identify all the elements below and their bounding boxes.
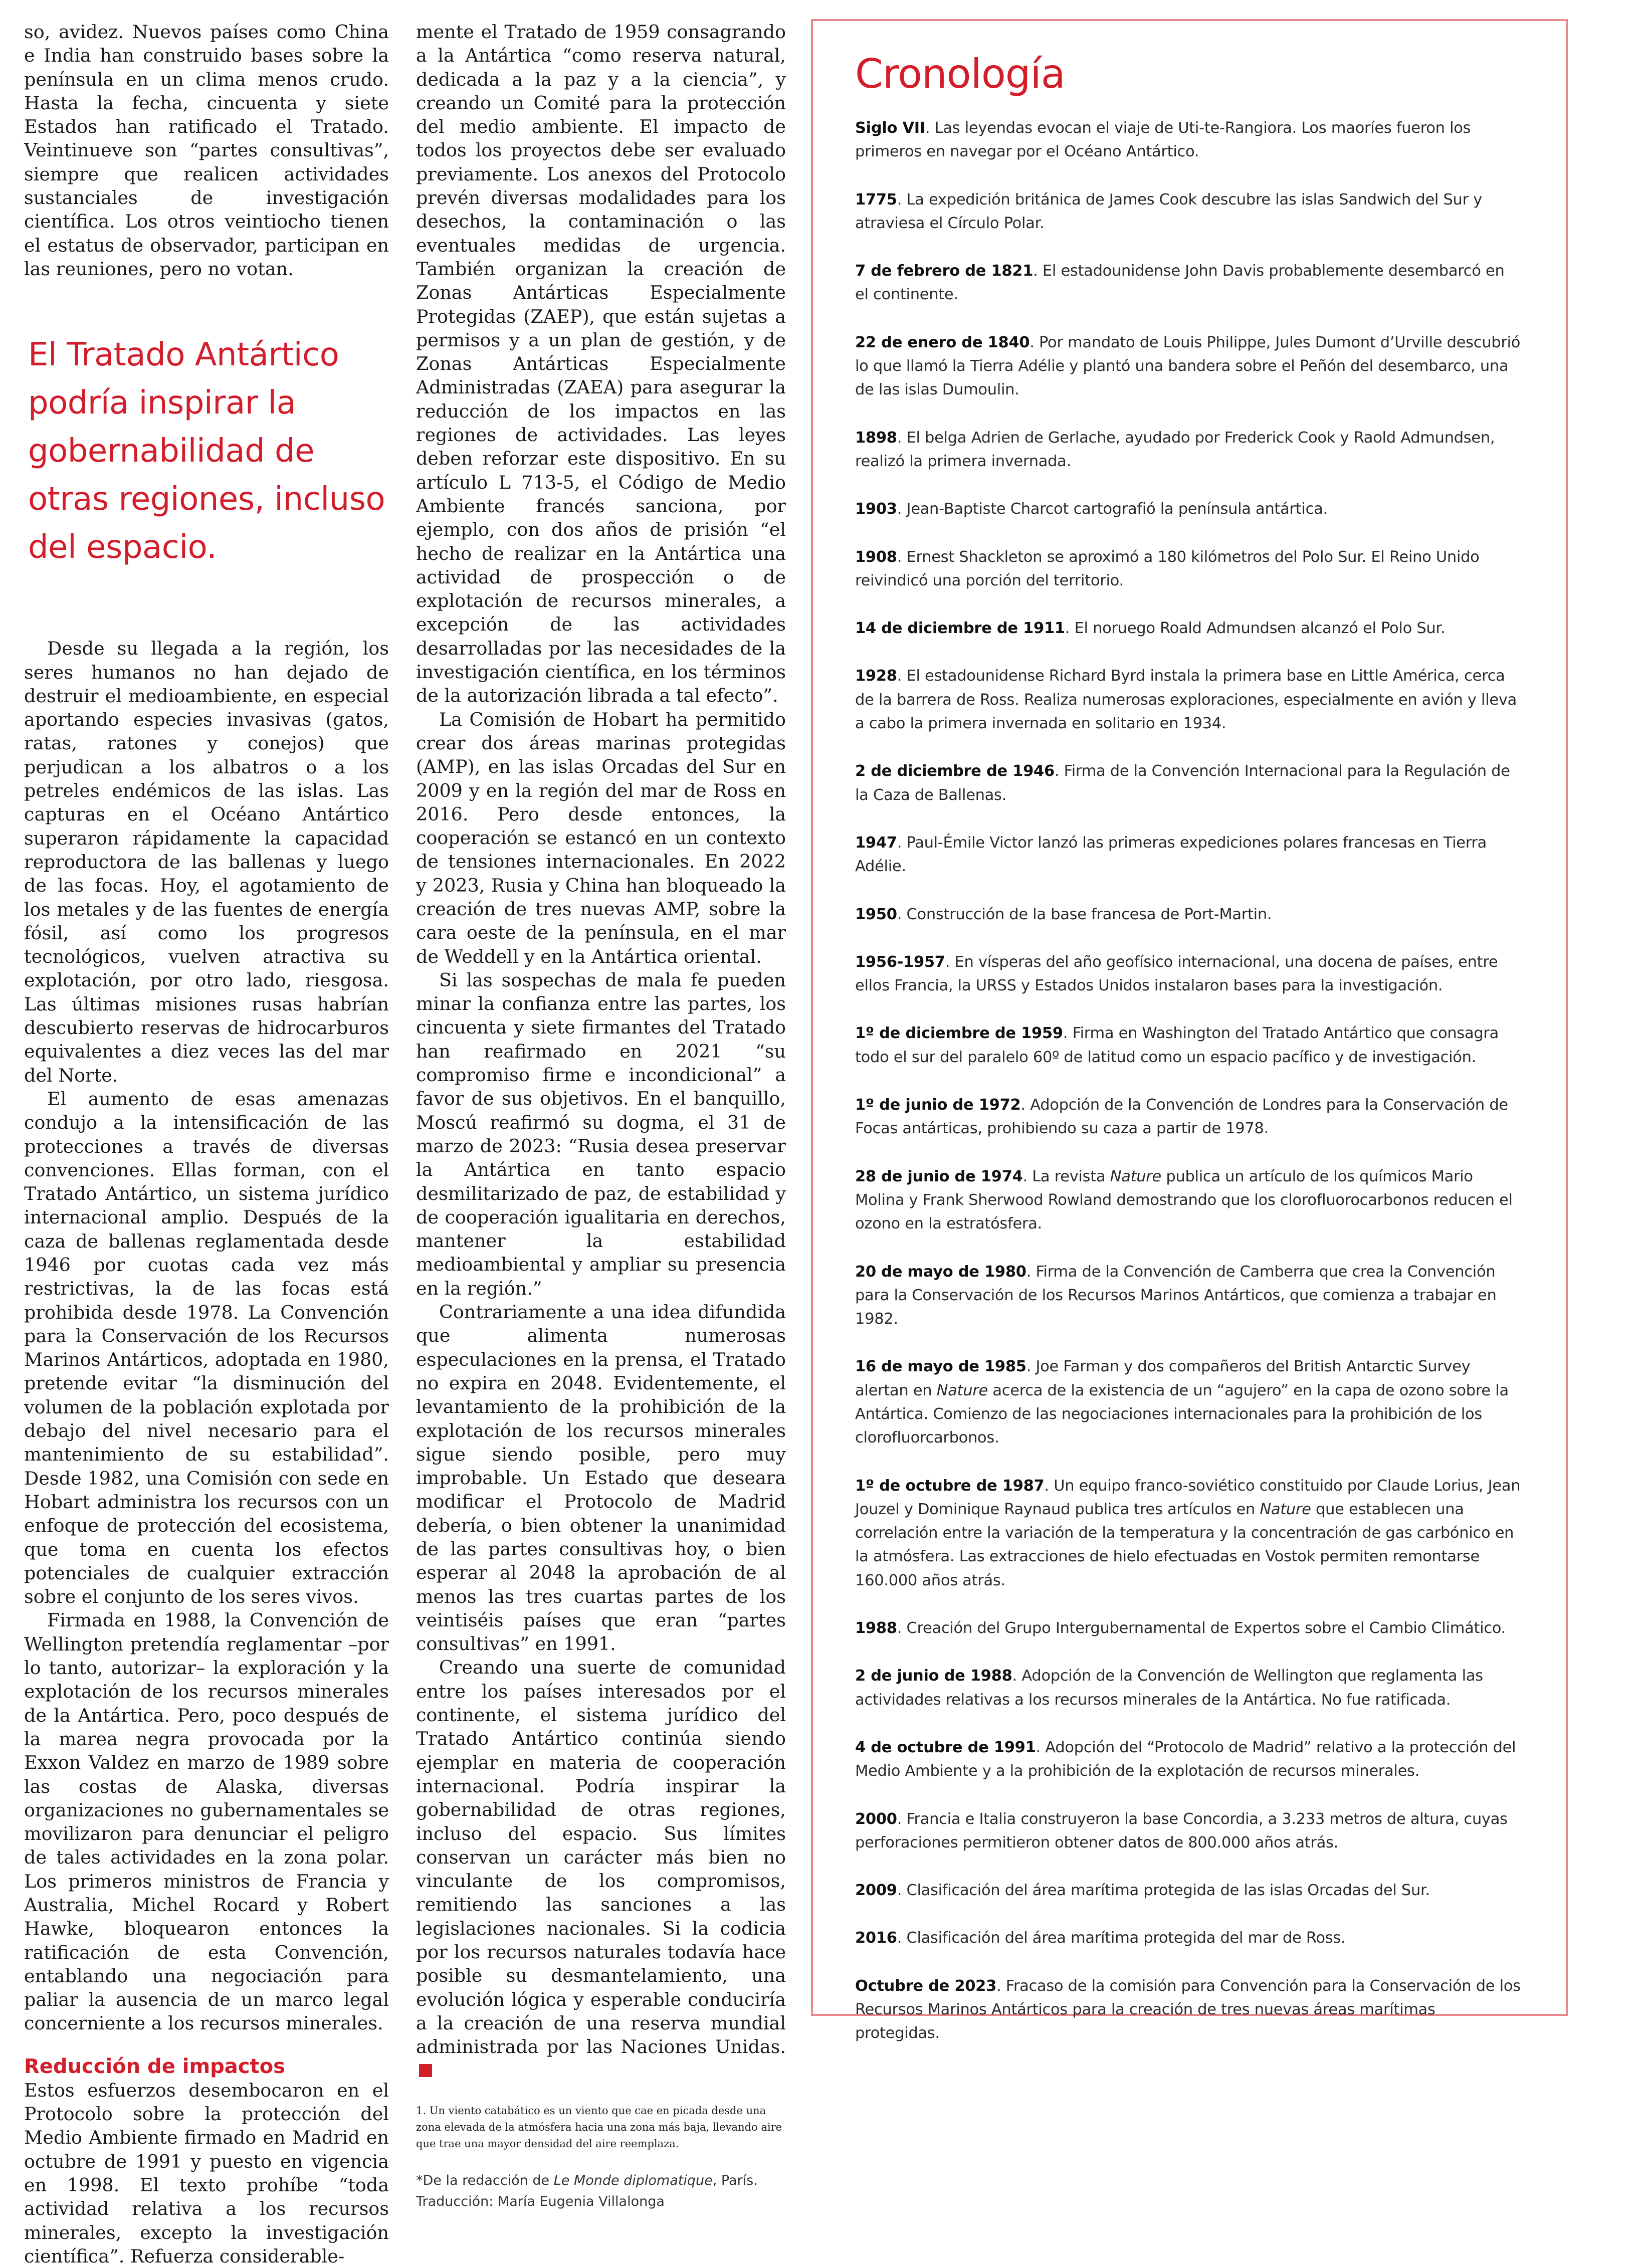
chronology-entry xyxy=(855,497,1521,521)
entry-date: 1950 xyxy=(855,905,897,923)
author-credit xyxy=(416,2170,786,2212)
chronology-entry xyxy=(855,1474,1521,1592)
entry-text: . Ernest Shackleton se aproximó a 180 kilómetros del Polo Sur. El Reino Unido reivindicó una porción del territorio. xyxy=(855,548,1480,589)
entry-italic: Nature xyxy=(1110,1167,1162,1185)
entry-text: . El belga Adrien de Gerlache, ayudado por Frederick Cook y Raold Admundsen, realizó la primera invernada. xyxy=(855,429,1495,470)
footnote: 1. Un viento catabático es un viento que cae en picada desde una zona elevada de la atmósfera hacia una zona más baja, llevando aire que trae una mayor densidad del aire reemplaza. xyxy=(416,2104,782,2150)
entry-text: . El estadounidense John Davis probablemente desembarcó en el continente. xyxy=(855,262,1505,304)
entry-date: 1956-1957 xyxy=(855,953,945,971)
entry-date: 1º de diciembre de 1959 xyxy=(855,1024,1063,1043)
chronology-entry xyxy=(855,331,1521,402)
article-column-2 xyxy=(416,20,786,2212)
entry-date: 2009 xyxy=(855,1882,897,1900)
chronology-entry xyxy=(855,831,1521,879)
paragraph: Si las sospechas de mala fe pueden minar la confianza entre las partes, los cincuenta y siete firmantes del Tratado han reafirmado en 2021 “su compromiso firme e incondicional” a favor de sus objetivos. En el banquillo, Moscú reafirmó su dogma, el 31 de marzo de 2023: “Rusia desea preservar la Antártica en tanto espacio desmilitarizado de paz, de estabilidad y de cooperación igualitaria en derechos, mantener la estabilidad medioambiental y ampliar su presencia en la región.” xyxy=(416,969,786,1299)
entry-date: 1908 xyxy=(855,548,897,566)
entry-text: . Por mandato de Louis Philippe, Jules Dumont d’Urville descubrió lo que llamó la Tierra Adélie y plantó una bandera sobre el Peñón del desembarco, una de las islas Dumoulin. xyxy=(855,333,1521,399)
entry-date: 16 de mayo de 1985 xyxy=(855,1358,1026,1376)
entry-text: . Construcción de la base francesa de Port-Martin. xyxy=(897,905,1272,923)
entry-date: 20 de mayo de 1980 xyxy=(855,1263,1026,1281)
chronology-entry xyxy=(855,1807,1521,1855)
entry-date: 7 de febrero de 1821 xyxy=(855,262,1034,280)
chronology-entry xyxy=(855,664,1521,735)
entry-date: 1928 xyxy=(855,667,897,685)
entry-date: 2 de junio de 1988 xyxy=(855,1667,1012,1685)
entry-date: 1898 xyxy=(855,429,897,447)
entry-text: . Creación del Grupo Intergubernamental de Expertos sobre el Cambio Climático. xyxy=(897,1619,1506,1637)
entry-text: . Adopción de la Convención de Londres para la Conservación de Focas antárticas, prohibiendo su caza a partir de 1978. xyxy=(855,1096,1508,1138)
paragraph-final xyxy=(416,1656,786,2082)
entry-date: Octubre de 2023 xyxy=(855,1977,997,1995)
entry-text: . La revista xyxy=(1022,1167,1110,1185)
entry-text: . El estadounidense Richard Byrd instala la primera base en Little América, cerca de la barrera de Ross. Realiza numerosas exploraciones, especialmente en avión y lleva a cabo la primera invernada en solitario en 1934. xyxy=(855,667,1517,733)
entry-date: 1947 xyxy=(855,834,897,852)
entry-text: . El noruego Roald Admundsen alcanzó el Polo Sur. xyxy=(1065,620,1446,638)
entry-text: . Fracaso de la comisión para Convención para la Conservación de los Recursos Marinos Antárticos para la creación de tres nuevas áreas marítimas protegidas. xyxy=(855,1977,1521,2042)
chronology-list xyxy=(855,116,1521,2045)
entry-date: 1º de octubre de 1987 xyxy=(855,1477,1045,1495)
paragraph: Estos esfuerzos desembocaron en el Protocolo sobre la protección del Medio Ambiente firmado en Madrid en octubre de 1991 y puesto en vigencia en 1998. El texto prohíbe “toda actividad relativa a los recursos minerales, excepto la investigación científica”. Refuerza considerable- xyxy=(24,2079,389,2267)
chronology-entry xyxy=(855,759,1521,807)
chronology-entry xyxy=(855,545,1521,593)
entry-date: 1775 xyxy=(855,190,897,209)
entry-date: 14 de diciembre de 1911 xyxy=(855,620,1065,638)
chronology-title: Cronología xyxy=(855,51,1065,97)
entry-date: 2 de diciembre de 1946 xyxy=(855,762,1055,780)
entry-text: . Francia e Italia construyeron la base Concordia, a 3.233 metros de altura, cuyas perforaciones permitieron obtener datos de 800.000 años atrás. xyxy=(855,1810,1508,1851)
entry-date: 22 de enero de 1840 xyxy=(855,333,1030,351)
chronology-entry xyxy=(855,903,1521,926)
credit-translation: Traducción: María Eugenia Villalonga xyxy=(416,2193,665,2209)
entry-text: . Clasificación del área marítima protegida de las islas Orcadas del Sur. xyxy=(897,1882,1430,1900)
entry-text: . Jean-Baptiste Charcot cartografió la península antártica. xyxy=(897,500,1328,518)
chronology-entry xyxy=(855,426,1521,474)
chronology-entry xyxy=(855,1260,1521,1331)
entry-text: . En vísperas del año geofísico internacional, una docena de países, entre ellos Francia, la URSS y Estados Unidos instalaron bases para la investigación. xyxy=(855,953,1498,995)
entry-italic: Nature xyxy=(936,1381,988,1399)
entry-text: . Las leyendas evocan el viaje de Uti-te-Rangiora. Los maoríes fueron los primeros en navegar por el Océano Antártico. xyxy=(855,119,1471,161)
chronology-entry xyxy=(855,1879,1521,1902)
paragraph: so, avidez. Nuevos países como China e India han construido bases sobre la península en un clima menos crudo. Hasta la fecha, cincuenta y siete Estados han ratificado el Tratado. Veintinueve son “partes consultivas”, siempre que realicen actividades sustanciales de investigación científica. Los otros veintiocho tienen el estatus de observador, participan en las reuniones, pero no votan. xyxy=(24,21,389,280)
entry-text-continued: que establecen una correlación entre la variación de la temperatura y la concentración de gas carbónico en la atmósfera. Las extracciones de hielo efectuadas en Vostok permiten remontarse 160.000 años atrás. xyxy=(855,1500,1514,1589)
chronology-entry xyxy=(855,616,1521,640)
chronology-entry xyxy=(855,1616,1521,1640)
entry-text: . Joe Farman y dos compañeros del British Antarctic Survey alertan en xyxy=(855,1358,1471,1399)
end-mark-icon xyxy=(419,2064,432,2077)
entry-text: . Adopción del “Protocolo de Madrid” relativo a la protección del Medio Ambiente y a la prohibición de la explotación de recursos minerales. xyxy=(855,1738,1516,1780)
paragraph: Firmada en 1988, la Convención de Wellington pretendía reglamentar –por lo tanto, autorizar– la exploración y la explotación de los recursos minerales de la Antártica. Pero, poco después de la marea negra provocada por la Exxon Valdez en marzo de 1989 sobre las costas de Alaska, diversas organizaciones no gubernamentales se movilizaron para denunciar el peligro de tales actividades en la zona polar. Los primeros ministros de Francia y Australia, Michel Rocard y Robert Hawke, bloquearon entonces la ratificación de esta Convención, entablando una negociación para paliar la ausencia de un marco legal concerniente a los recursos minerales. xyxy=(24,1609,389,2034)
chronology-entry xyxy=(855,259,1521,307)
paragraph: mente el Tratado de 1959 consagrando a la Antártica “como reserva natural, dedicada a la paz y a la ciencia”, y creando un Comité para la protección del medio ambiente. El impacto de todos los proyectos debe ser evaluado previamente. Los anexos del Protocolo prevén diversas modalidades para los desechos, la contaminación o las eventuales medidas de urgencia. También organizan la creación de Zonas Antárticas Especialmente Protegidas (ZAEP), que están sujetas a permisos y a un plan de gestión, y de Zonas Antárticas Especialmente Administradas (ZAEA) para asegurar la reducción de los impactos en las regiones de actividades. Las leyes deben reforzar este dispositivo. En su artículo L 713-5, el Código de Medio Ambiente francés sanciona, por ejemplo, con dos años de prisión “el hecho de realizar en la Antártica una actividad de prospección o de explotación de recursos minerales, a excepción de las actividades desarrolladas por las necesidades de la investigación científica, en los términos de la autorización librada a tal efecto”. xyxy=(416,21,786,707)
chronology-entry xyxy=(855,1926,1521,1950)
entry-date: Siglo VII xyxy=(855,119,925,137)
chronology-entry xyxy=(855,1974,1521,2045)
chronology-box xyxy=(811,19,1568,2042)
article-column-1 xyxy=(24,20,389,2268)
chronology-entry xyxy=(855,950,1521,998)
chronology-entry xyxy=(855,1021,1521,1069)
entry-text-continued: acerca de la existencia de un “agujero” en la capa de ozono sobre la Antártica. Comienzo de las negociaciones internacionales para la prohibición de los clorofluorcarbonos. xyxy=(855,1381,1509,1447)
credit-suffix: , París. xyxy=(712,2172,758,2188)
entry-date: 1º de junio de 1972 xyxy=(855,1096,1021,1114)
entry-text: . Firma de la Convención Internacional para la Regulación de la Caza de Ballenas. xyxy=(855,762,1510,804)
chronology-entry xyxy=(855,1355,1521,1450)
chronology-entry xyxy=(855,1736,1521,1783)
entry-italic: Nature xyxy=(1260,1500,1311,1518)
entry-text: . Un equipo franco-soviético constituido por Claude Lorius, Jean Jouzel y Dominique Raynaud publica tres artículos en xyxy=(855,1477,1521,1518)
entry-date: 1988 xyxy=(855,1619,897,1637)
entry-text: . Firma en Washington del Tratado Antártico que consagra todo el sur del paralelo 60º de latitud como un espacio pacífico y de investigación. xyxy=(855,1024,1499,1066)
entry-date: 28 de junio de 1974 xyxy=(855,1167,1023,1185)
entry-date: 4 de octubre de 1991 xyxy=(855,1738,1036,1756)
chronology-entry xyxy=(855,1165,1521,1236)
paragraph: El aumento de esas amenazas condujo a la intensificación de las protecciones a través de diversas convenciones. Ellas forman, con el Tratado Antártico, un sistema jurídico internacional amplio. Después de la caza de ballenas reglamentada desde 1946 por cuotas cada vez más restrictivas, la de las focas está prohibida desde 1978. La Convención para la Conservación de los Recursos Marinos Antárticos, adoptada en 1980, pretende evitar “la disminución del volumen de la población explotada por debajo del nivel necesario para el mantenimiento de su estabilidad”. Desde 1982, una Comisión con sede en Hobart administra los recursos con un enfoque de protección del ecosistema, que toma en cuenta los efectos potenciales de cualquier extracción sobre el conjunto de los seres vivos. xyxy=(24,1088,389,1608)
entry-text: . Clasificación del área marítima protegida del mar de Ross. xyxy=(897,1929,1346,1947)
entry-text: . Paul-Émile Victor lanzó las primeras expediciones polares francesas en Tierra Adélie. xyxy=(855,834,1487,876)
section-subhead: Reducción de impactos xyxy=(24,2054,285,2078)
entry-date: 2000 xyxy=(855,1810,897,1828)
paragraph: Contrariamente a una idea difundida que alimenta numerosas especulaciones en la prensa, el Tratado no expira en 2048. Evidentemente, el levantamiento de la prohibición de la explotación de los recursos minerales sigue siendo posible, pero muy improbable. Un Estado que deseara modificar el Protocolo de Madrid debería, o bien obtener la unanimidad de las partes consultivas hoy, o bien esperar al 2048 la aprobación de al menos las tres cuartas partes de los veintiséis países que eran “partes consultivas” en 1991. xyxy=(416,1301,786,1655)
credit-publication: Le Monde diplomatique xyxy=(553,2172,713,2188)
paragraph: La Comisión de Hobart ha permitido crear dos áreas marinas protegidas (AMP), en las islas Orcadas del Sur en 2009 y en la región del mar de Ross en 2016. Pero desde entonces, la cooperación se estancó en un contexto de tensiones internacionales. En 2022 y 2023, Rusia y China han bloqueado la creación de tres nuevas AMP, sobre la cara oeste de la península, en el mar de Weddell y en la Antártica oriental. xyxy=(416,708,786,967)
paragraph-text: Creando una suerte de comunidad entre los países interesados por el continente, el sistema jurídico del Tratado Antártico continúa siendo ejemplar en materia de cooperación internacional. Podría inspirar la gobernabilidad de otras regiones, incluso del espacio. Sus límites conservan un carácter más bien no vinculante de los compromisos, remitiendo las sanciones a las legislaciones nacionales. Si la codicia por los recursos naturales todavía hace posible su desmantelamiento, una evolución lógica y esperable conduciría a la creación de una reserva mundial administrada por las Naciones Unidas. xyxy=(416,1657,786,2058)
entry-text-continued: publica un artículo de los químicos Mario Molina y Frank Sherwood Rowland demostrando que los clorofluorocarbonos reducen el ozono en la estratósfera. xyxy=(855,1167,1513,1233)
entry-date: 1903 xyxy=(855,500,897,518)
chronology-entry xyxy=(855,1093,1521,1141)
chronology-entry xyxy=(855,188,1521,236)
pull-quote: El Tratado Antártico podría inspirar la gobernabilidad de otras regiones, incluso del espacio. xyxy=(28,336,385,566)
paragraph: Desde su llegada a la región, los seres humanos no han dejado de destruir el medioambiente, en especial aportando especies invasivas (gatos, ratas, ratones y conejos) que perjudican a los albatros o a los petreles endémicos de las islas. Las capturas en el Océano Antártico superaron rápidamente la capacidad reproductora de las ballenas y luego de las focas. Hoy, el agotamiento de los metales y de las fuentes de energía fósil, así como los progresos tecnológicos, vuelven atractiva su explotación, por otro lado, riesgosa. Las últimas misiones rusas habrían descubierto reservas de hidrocarburos equivalentes a diez veces las del mar del Norte. xyxy=(24,638,389,1086)
entry-text: . Firma de la Convención de Camberra que crea la Convención para la Conservación de los Recursos Marinos Antárticos, que comienza a trabajar en 1982. xyxy=(855,1263,1497,1328)
entry-text: . La expedición británica de James Cook descubre las islas Sandwich del Sur y atraviesa el Círculo Polar. xyxy=(855,190,1482,232)
chronology-entry xyxy=(855,1664,1521,1712)
entry-text: . Adopción de la Convención de Wellington que reglamenta las actividades relativas a los recursos minerales de la Antártica. No fue ratificada. xyxy=(855,1667,1483,1709)
credit-prefix: *De la redacción de xyxy=(416,2172,554,2188)
entry-date: 2016 xyxy=(855,1929,897,1947)
chronology-entry xyxy=(855,116,1521,164)
